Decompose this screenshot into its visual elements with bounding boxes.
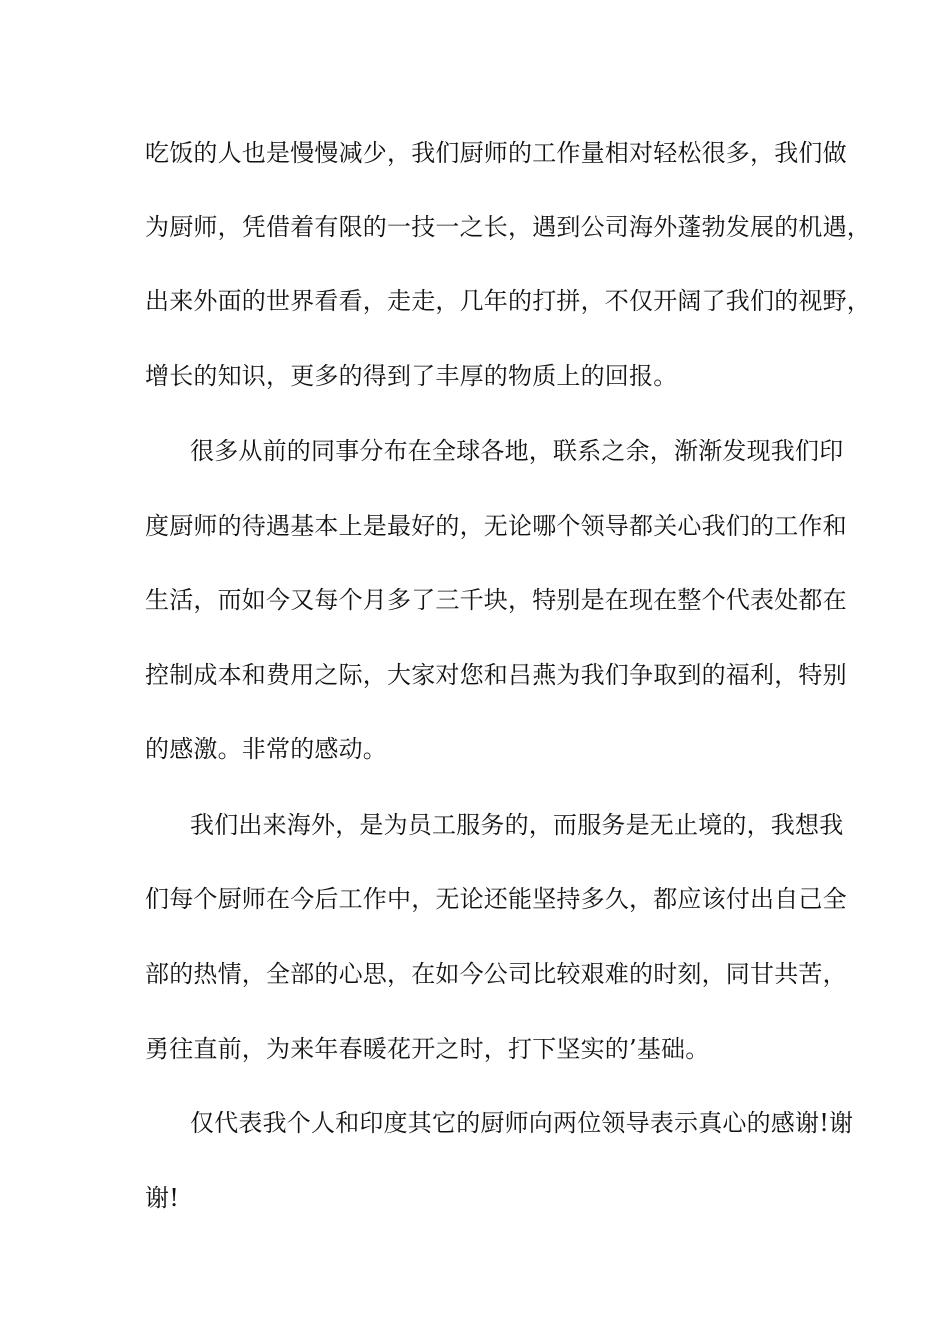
paragraph-2-line-2: 度厨师的待遇基本上是最好的，无论哪个领导都关心我们的工作和 bbox=[145, 512, 847, 540]
paragraph-1-line-4: 增长的知识，更多的得到了丰厚的物质上的回报。 bbox=[145, 362, 678, 390]
paragraph-3-line-3: 部的热情，全部的心思，在如今公司比较艰难的时刻，同甘共苦， bbox=[145, 960, 847, 988]
paragraph-1-line-3: 出来外面的世界看看，走走，几年的打拼，不仅开阔了我们的视野， bbox=[145, 287, 871, 315]
paragraph-3-line-4: 勇往直前，为来年春暖花开之时，打下坚实的’基础。 bbox=[145, 1035, 710, 1063]
paragraph-1-line-1: 吃饭的人也是慢慢减少，我们厨师的工作量相对轻松很多，我们做 bbox=[145, 139, 847, 167]
paragraph-2-line-3: 生活，而如今又每个月多了三千块，特别是在现在整个代表处都在 bbox=[145, 586, 847, 614]
paragraph-1-line-2: 为厨师，凭借着有限的一技一之长，遇到公司海外蓬勃发展的机遇， bbox=[145, 213, 871, 241]
paragraph-3-line-2: 们每个厨师在今后工作中，无论还能坚持多久，都应该付出自己全 bbox=[145, 885, 847, 913]
paragraph-3-line-1: 我们出来海外，是为员工服务的，而服务是无止境的，我想我 bbox=[190, 811, 844, 839]
paragraph-4-line-1: 仅代表我个人和印度其它的厨师向两位领导表示真心的感谢!谢 bbox=[190, 1109, 854, 1137]
paragraph-2-line-4: 控制成本和费用之际，大家对您和吕燕为我们争取到的福利，特别 bbox=[145, 661, 847, 689]
paragraph-2-line-5: 的感激。非常的感动。 bbox=[145, 735, 387, 763]
paragraph-4-line-2: 谢! bbox=[145, 1184, 180, 1212]
paragraph-2-line-1: 很多从前的同事分布在全球各地，联系之余，渐渐发现我们印 bbox=[190, 437, 844, 465]
